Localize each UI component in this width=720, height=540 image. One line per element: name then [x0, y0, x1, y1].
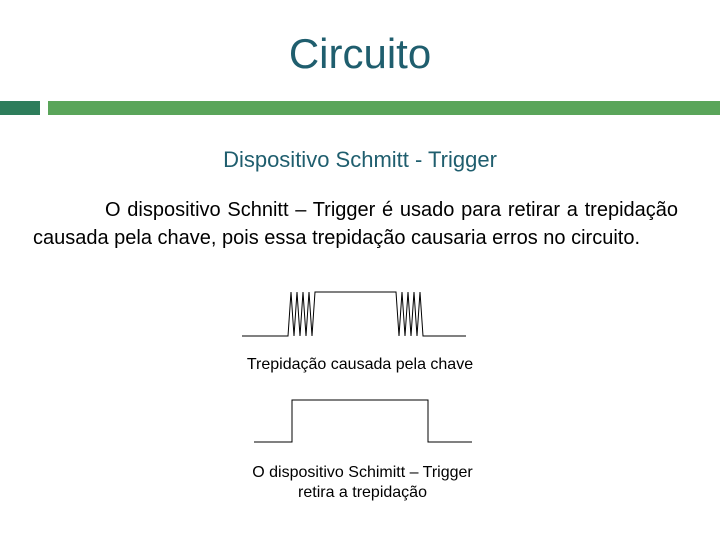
caption-bouncing-signal: Trepidação causada pela chave [246, 356, 474, 373]
slide-title: Circuito [288, 30, 432, 77]
caption-clean-signal: O dispositivo Schimitt – Trigger retira a trepidação [252, 464, 473, 501]
clean-signal-waveform [254, 400, 472, 442]
body-paragraph-text: O dispositivo Schnitt – Trigger é usado para retirar a trepidação causada pela chave, pois essa trepidação causaria erros no circuito. [33, 199, 678, 249]
bouncing-signal-waveform [242, 292, 466, 336]
slide-subtitle: Dispositivo Schmitt - Trigger [223, 147, 497, 172]
